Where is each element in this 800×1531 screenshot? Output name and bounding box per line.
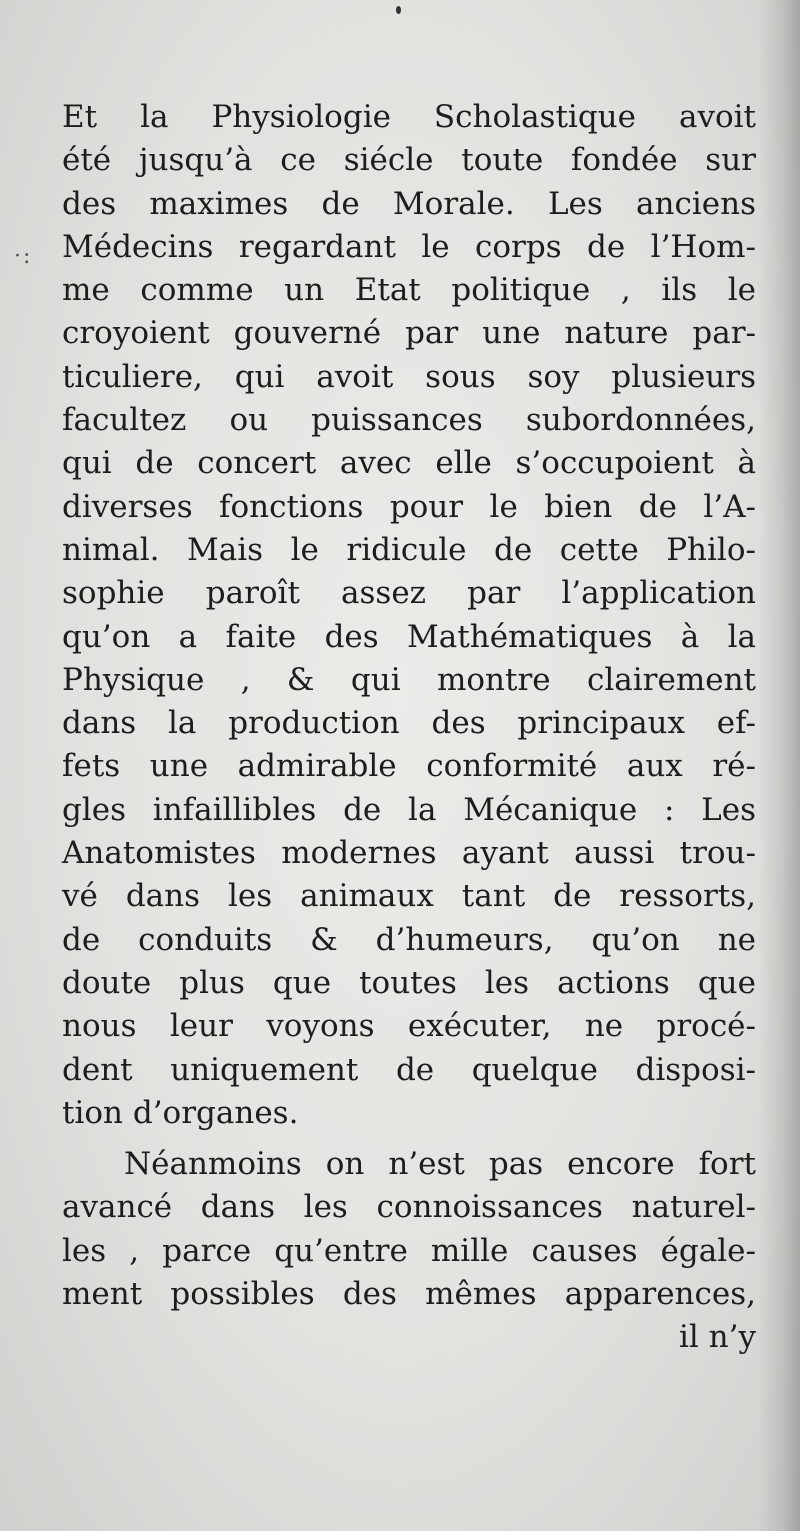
text-line: croyoient gouverné par une nature par- bbox=[62, 315, 756, 352]
catchword: il n’y bbox=[678, 1319, 756, 1356]
text-line: qu’on a faite des Mathématiques à la bbox=[62, 618, 756, 655]
text-line: diverses fonctions pour le bien de l’A- bbox=[62, 488, 756, 525]
page-edge-shadow bbox=[758, 0, 800, 1531]
text-line: avancé dans les connoissances naturel- bbox=[62, 1189, 756, 1226]
text-line: gles infaillibles de la Mécanique : Les bbox=[62, 791, 756, 828]
text-line: vé dans les animaux tant de ressorts, bbox=[62, 878, 756, 915]
top-ornament-dot bbox=[396, 6, 401, 14]
text-line: nimal. Mais le ridicule de cette Philo- bbox=[62, 531, 756, 568]
text-line: de conduits & d’humeurs, qu’on ne bbox=[62, 921, 756, 958]
text-line: ment possibles des mêmes apparences, bbox=[62, 1276, 756, 1313]
body-text bbox=[62, 96, 756, 1360]
text-line: les , parce qu’entre mille causes égale- bbox=[62, 1232, 756, 1269]
margin-marks: ·: bbox=[14, 244, 33, 269]
text-line: tion d’organes. bbox=[62, 1094, 299, 1131]
text-line: dent uniquement de quelque disposi- bbox=[62, 1051, 756, 1088]
text-line: Et la Physiologie Scholastique avoit bbox=[62, 99, 756, 135]
text-line: sophie paroît assez par l’application bbox=[62, 575, 756, 612]
text-line: ticuliere, qui avoit sous soy plusieurs bbox=[62, 358, 756, 395]
text-line: nous leur voyons exécuter, ne procé- bbox=[62, 1008, 756, 1045]
text-line: Médecins regardant le corps de l’Hom- bbox=[62, 228, 756, 265]
text-line: fets une admirable conformité aux ré- bbox=[62, 748, 756, 785]
text-line: Néanmoins on n’est pas encore fort bbox=[124, 1146, 756, 1183]
text-line: facultez ou puissances subordonnées, bbox=[62, 402, 756, 439]
text-line: des maximes de Morale. Les anciens bbox=[62, 185, 756, 222]
text-line: été jusqu’à ce siécle toute fondée sur bbox=[62, 142, 756, 179]
text-line: dans la production des principaux ef- bbox=[62, 705, 756, 742]
text-line: Physique , & qui montre clairement bbox=[62, 661, 756, 698]
text-line: Anatomistes modernes ayant aussi trou- bbox=[62, 835, 756, 872]
text-line: doute plus que toutes les actions que bbox=[62, 964, 756, 1001]
text-line: me comme un Etat politique , ils le bbox=[62, 272, 756, 309]
text-line: qui de concert avec elle s’occupoient à bbox=[62, 445, 756, 482]
